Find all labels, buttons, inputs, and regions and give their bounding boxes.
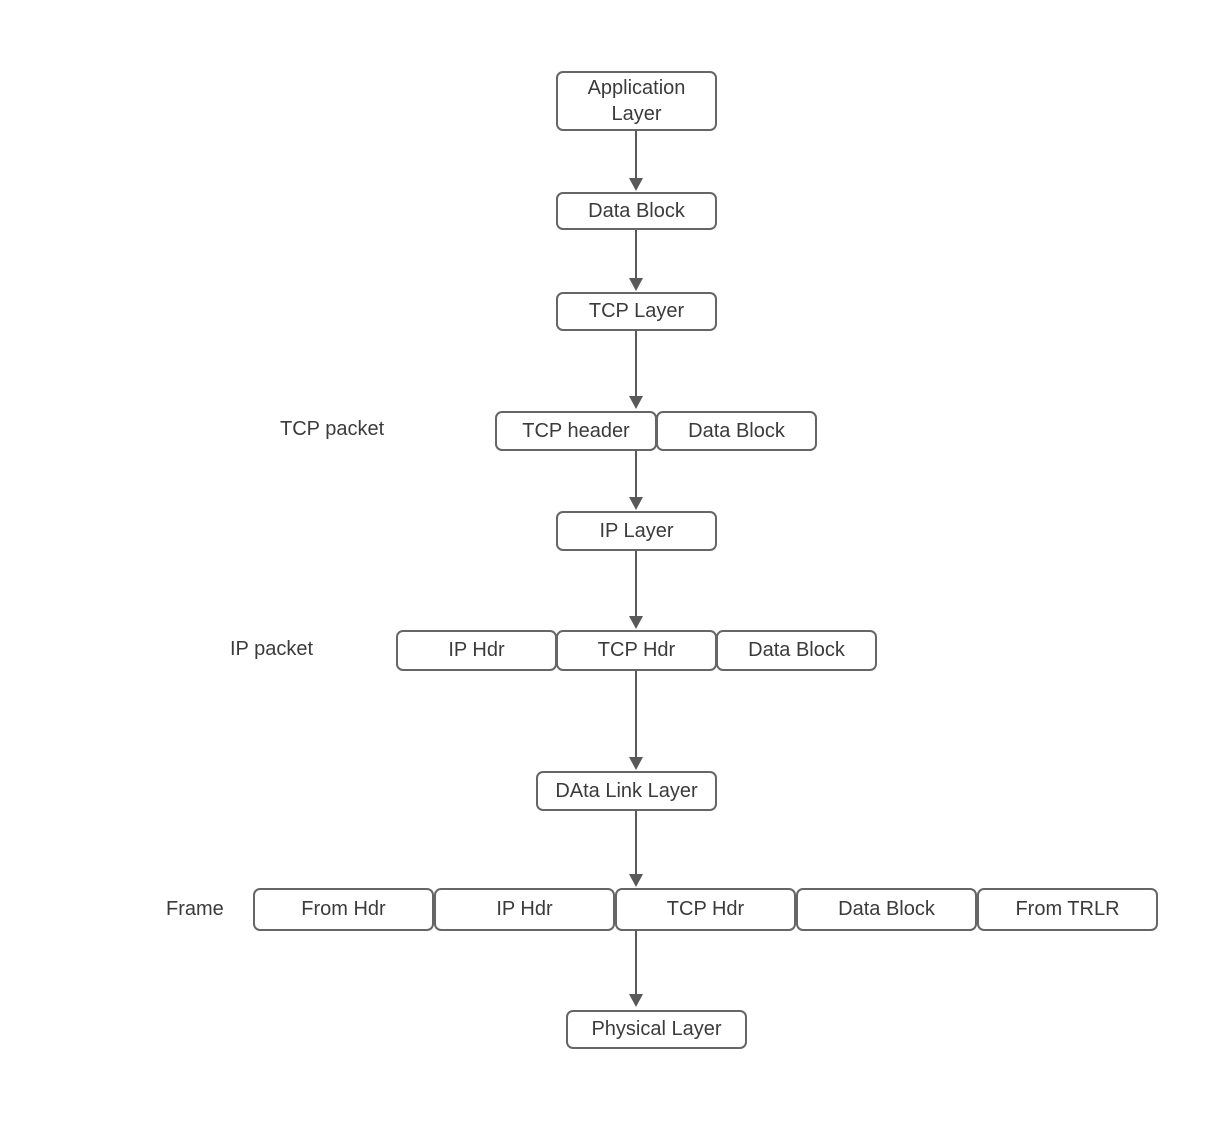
- arrow-data-link-to-frame: [629, 811, 643, 887]
- node-application-layer: Application Layer: [556, 71, 717, 131]
- node-data-link-layer: DAta Link Layer: [536, 771, 717, 811]
- label-frame: Frame: [166, 898, 224, 920]
- node-data-block-ip-packet: Data Block: [716, 630, 877, 671]
- arrow-tcp-packet-to-ip-layer: [629, 451, 643, 510]
- node-from-hdr: From Hdr: [253, 888, 434, 931]
- node-from-trlr: From TRLR: [977, 888, 1158, 931]
- node-data-block-frame: Data Block: [796, 888, 977, 931]
- arrow-frame-to-physical: [629, 931, 643, 1007]
- arrow-ip-packet-to-data-link: [629, 671, 643, 770]
- arrow-ip-layer-to-ip-packet: [629, 551, 643, 629]
- label-tcp-packet: TCP packet: [280, 418, 385, 440]
- node-data-block-application: Data Block: [556, 192, 717, 230]
- node-tcp-header: TCP header: [495, 411, 657, 451]
- arrow-head-icon: [629, 497, 643, 510]
- arrow-shaft: [635, 811, 637, 874]
- arrow-shaft: [635, 671, 637, 757]
- node-tcp-layer: TCP Layer: [556, 292, 717, 331]
- node-tcp-hdr-frame: TCP Hdr: [615, 888, 796, 931]
- node-physical-layer: Physical Layer: [566, 1010, 747, 1049]
- node-ip-layer: IP Layer: [556, 511, 717, 551]
- node-ip-hdr-frame: IP Hdr: [434, 888, 615, 931]
- arrow-head-icon: [629, 874, 643, 887]
- arrow-head-icon: [629, 396, 643, 409]
- node-data-block-tcp-packet: Data Block: [656, 411, 817, 451]
- arrow-head-icon: [629, 278, 643, 291]
- arrow-shaft: [635, 931, 637, 994]
- arrow-shaft: [635, 551, 637, 616]
- arrow-application-to-datablock: [629, 131, 643, 191]
- arrow-tcp-layer-to-tcp-packet: [629, 331, 643, 409]
- label-ip-packet: IP packet: [230, 638, 314, 660]
- arrow-datablock-to-tcp-layer: [629, 230, 643, 291]
- arrow-shaft: [635, 451, 637, 497]
- arrow-head-icon: [629, 616, 643, 629]
- arrow-head-icon: [629, 994, 643, 1007]
- arrow-shaft: [635, 131, 637, 178]
- arrow-shaft: [635, 331, 637, 396]
- node-tcp-hdr-ip-packet: TCP Hdr: [556, 630, 717, 671]
- arrow-head-icon: [629, 178, 643, 191]
- arrow-shaft: [635, 230, 637, 278]
- arrow-head-icon: [629, 757, 643, 770]
- node-ip-hdr: IP Hdr: [396, 630, 557, 671]
